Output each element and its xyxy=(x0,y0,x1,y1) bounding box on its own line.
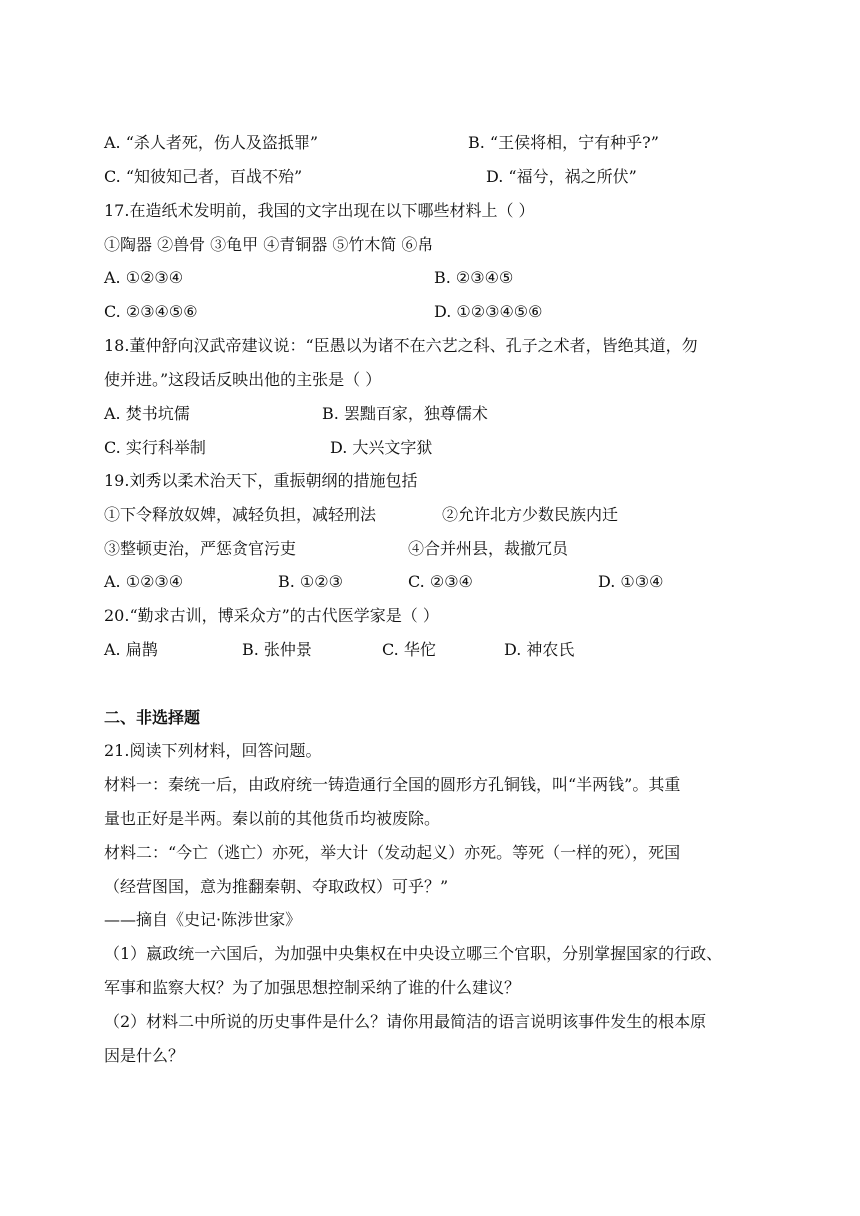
q19-item-2: ②允许北方少数民族内迁 xyxy=(442,505,619,524)
q17-stem: 17.在造纸术发明前，我国的文字出现在以下哪些材料上（ ） xyxy=(104,201,535,220)
q17-items: ①陶器 ②兽骨 ③龟甲 ④青铜器 ⑤竹木简 ⑥帛 xyxy=(104,235,434,254)
q21-material2-line1: 材料二：“今亡（逃亡）亦死，举大计（发动起义）亦死。等死（一样的死），死国 xyxy=(104,843,681,862)
q21-stem: 21.阅读下列材料，回答问题。 xyxy=(104,741,322,760)
q20-option-a: A. 扁鹊 xyxy=(104,640,158,659)
section-title: 二、非选择题 xyxy=(104,708,201,727)
q19-item-1: ①下令释放奴婢，减轻负担，减轻刑法 xyxy=(104,505,377,524)
q18-option-a: A. 焚书坑儒 xyxy=(104,404,190,423)
q16-option-d: D. “福兮，祸之所伏” xyxy=(486,167,637,186)
q18-option-d: D. 大兴文字狱 xyxy=(330,438,433,457)
q20-option-d: D. 神农氏 xyxy=(504,640,575,659)
q18-option-b: B. 罢黜百家，独尊儒术 xyxy=(322,404,488,423)
q16-option-c: C. “知彼知己者，百战不殆” xyxy=(104,167,303,186)
q18-stem-line1: 18.董仲舒向汉武帝建议说：“臣愚以为诸不在六艺之科、孔子之术者，皆绝其道，勿 xyxy=(104,336,698,355)
q19-item-3: ③整顿吏治，严惩贪官污吏 xyxy=(104,539,297,558)
q19-item-4: ④合并州县，裁撤冗员 xyxy=(408,539,569,558)
q20-stem: 20.“勤求古训，博采众方”的古代医学家是（ ） xyxy=(104,606,439,625)
q17-option-b: B. ②③④⑤ xyxy=(434,268,514,287)
q21-material1-line2: 量也正好是半两。秦以前的其他货币均被废除。 xyxy=(104,809,441,828)
q19-option-b: B. ①②③ xyxy=(278,572,343,591)
q18-stem-line2: 使并进。”这段话反映出他的主张是（ ） xyxy=(104,370,382,389)
q21-part1-line1: （1）嬴政统一六国后，为加强中央集权在中央设立哪三个官职，分别掌握国家的行政、 xyxy=(104,944,723,963)
q19-option-c: C. ②③④ xyxy=(408,572,473,591)
q21-part2-line2: 因是什么？ xyxy=(104,1046,185,1065)
q17-option-d: D. ①②③④⑤⑥ xyxy=(434,302,543,321)
q20-option-b: B. 张仲景 xyxy=(242,640,312,659)
q16-option-a: A. “杀人者死，伤人及盗抵罪” xyxy=(104,133,319,152)
q19-option-d: D. ①③④ xyxy=(598,572,664,591)
q19-stem: 19.刘秀以柔术治天下，重振朝纲的措施包括 xyxy=(104,471,418,490)
q17-option-a: A. ①②③④ xyxy=(104,268,184,287)
q21-part2-line1: （2）材料二中所说的历史事件是什么？请你用最简洁的语言说明该事件发生的根本原 xyxy=(104,1012,707,1031)
q16-option-b: B. “王侯将相，宁有种乎?” xyxy=(468,133,659,152)
q21-part1-line2: 军事和监察大权？为了加强思想控制采纳了谁的什么建议？ xyxy=(104,978,521,997)
q21-material1-line1: 材料一：秦统一后，由政府统一铸造通行全国的圆形方孔铜钱，叫“半两钱”。其重 xyxy=(104,775,681,794)
q18-option-c: C. 实行科举制 xyxy=(104,438,206,457)
q17-option-c: C. ②③④⑤⑥ xyxy=(104,302,198,321)
q21-material2-line2: （经营图国，意为推翻秦朝、夺取政权）可乎？” xyxy=(104,877,449,896)
q19-option-a: A. ①②③④ xyxy=(104,572,184,591)
q21-source: ——摘自《史记·陈涉世家》 xyxy=(104,910,302,929)
q20-option-c: C. 华佗 xyxy=(382,640,436,659)
